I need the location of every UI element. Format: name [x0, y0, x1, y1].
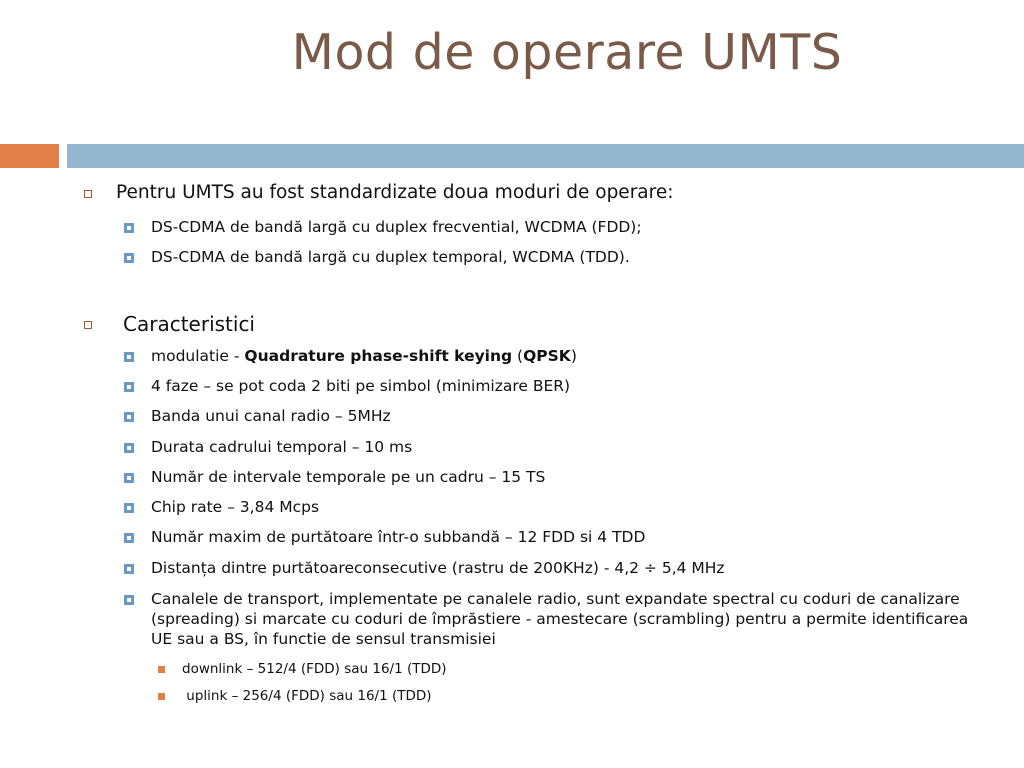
modulation-prefix: modulatie -: [151, 347, 245, 365]
square-bullet-icon: [124, 533, 134, 543]
section2-heading: Caracteristici: [123, 312, 255, 336]
modulation-name: Quadrature phase-shift keying: [244, 347, 513, 365]
list-item-text: DS-CDMA de bandă largă cu duplex frecvential, WCDMA (FDD);: [151, 218, 642, 236]
square-bullet-icon: [124, 564, 134, 574]
square-bullet-icon: [124, 503, 134, 513]
square-bullet-icon: [124, 595, 134, 605]
list-item-text: Număr de intervale temporale pe un cadru – 15 TS: [151, 468, 546, 486]
filled-square-bullet-icon: [158, 666, 165, 673]
sub-list-item-text: uplink – 256/4 (FDD) sau 16/1 (TDD): [182, 688, 432, 704]
list-item-text: 4 faze – se pot coda 2 biti pe simbol (minimizare BER): [151, 377, 571, 395]
list-item-text: [151, 346, 577, 366]
filled-square-bullet-icon: [158, 693, 165, 700]
list-item-text: Chip rate – 3,84 Mcps: [151, 498, 320, 516]
square-bullet-icon: [124, 352, 134, 362]
square-bullet-icon: [124, 382, 134, 392]
sub-list-item-text: downlink – 512/4 (FDD) sau 16/1 (TDD): [182, 661, 447, 677]
section1-heading: Pentru UMTS au fost standardizate doua moduri de operare:: [116, 182, 674, 203]
square-bullet-icon: [124, 412, 134, 422]
modulation-abbr: QPSK: [523, 347, 571, 365]
square-bullet-icon: [124, 253, 134, 263]
list-item-text: Durata cadrului temporal – 10 ms: [151, 438, 413, 456]
paren-open: (: [512, 347, 524, 365]
list-item-text: Canalele de transport, implementate pe canalele radio, sunt expandate spectral cu coduri de canalizare (spreading) si marcate cu coduri de împrăstiere - amestecare (scrambling) pentru a permite identificarea UE sau a BS, în functie de sensul transmisiei: [151, 590, 969, 648]
square-bullet-icon: [124, 473, 134, 483]
hollow-square-bullet-icon: [84, 190, 92, 198]
slide-title: Mod de operare UMTS: [291, 24, 843, 81]
paren-close: ): [570, 347, 577, 365]
list-item-text: Distanța dintre purtătoareconsecutive (rastru de 200KHz) - 4,2 ÷ 5,4 MHz: [151, 559, 725, 577]
square-bullet-icon: [124, 223, 134, 233]
square-bullet-icon: [124, 443, 134, 453]
list-item-text: Număr maxim de purtătoare într-o subbandă – 12 FDD si 4 TDD: [151, 528, 646, 546]
list-item-text: Banda unui canal radio – 5MHz: [151, 407, 391, 425]
list-item-text: DS-CDMA de bandă largă cu duplex temporal, WCDMA (TDD).: [151, 248, 630, 266]
hollow-square-bullet-icon: [84, 321, 92, 329]
